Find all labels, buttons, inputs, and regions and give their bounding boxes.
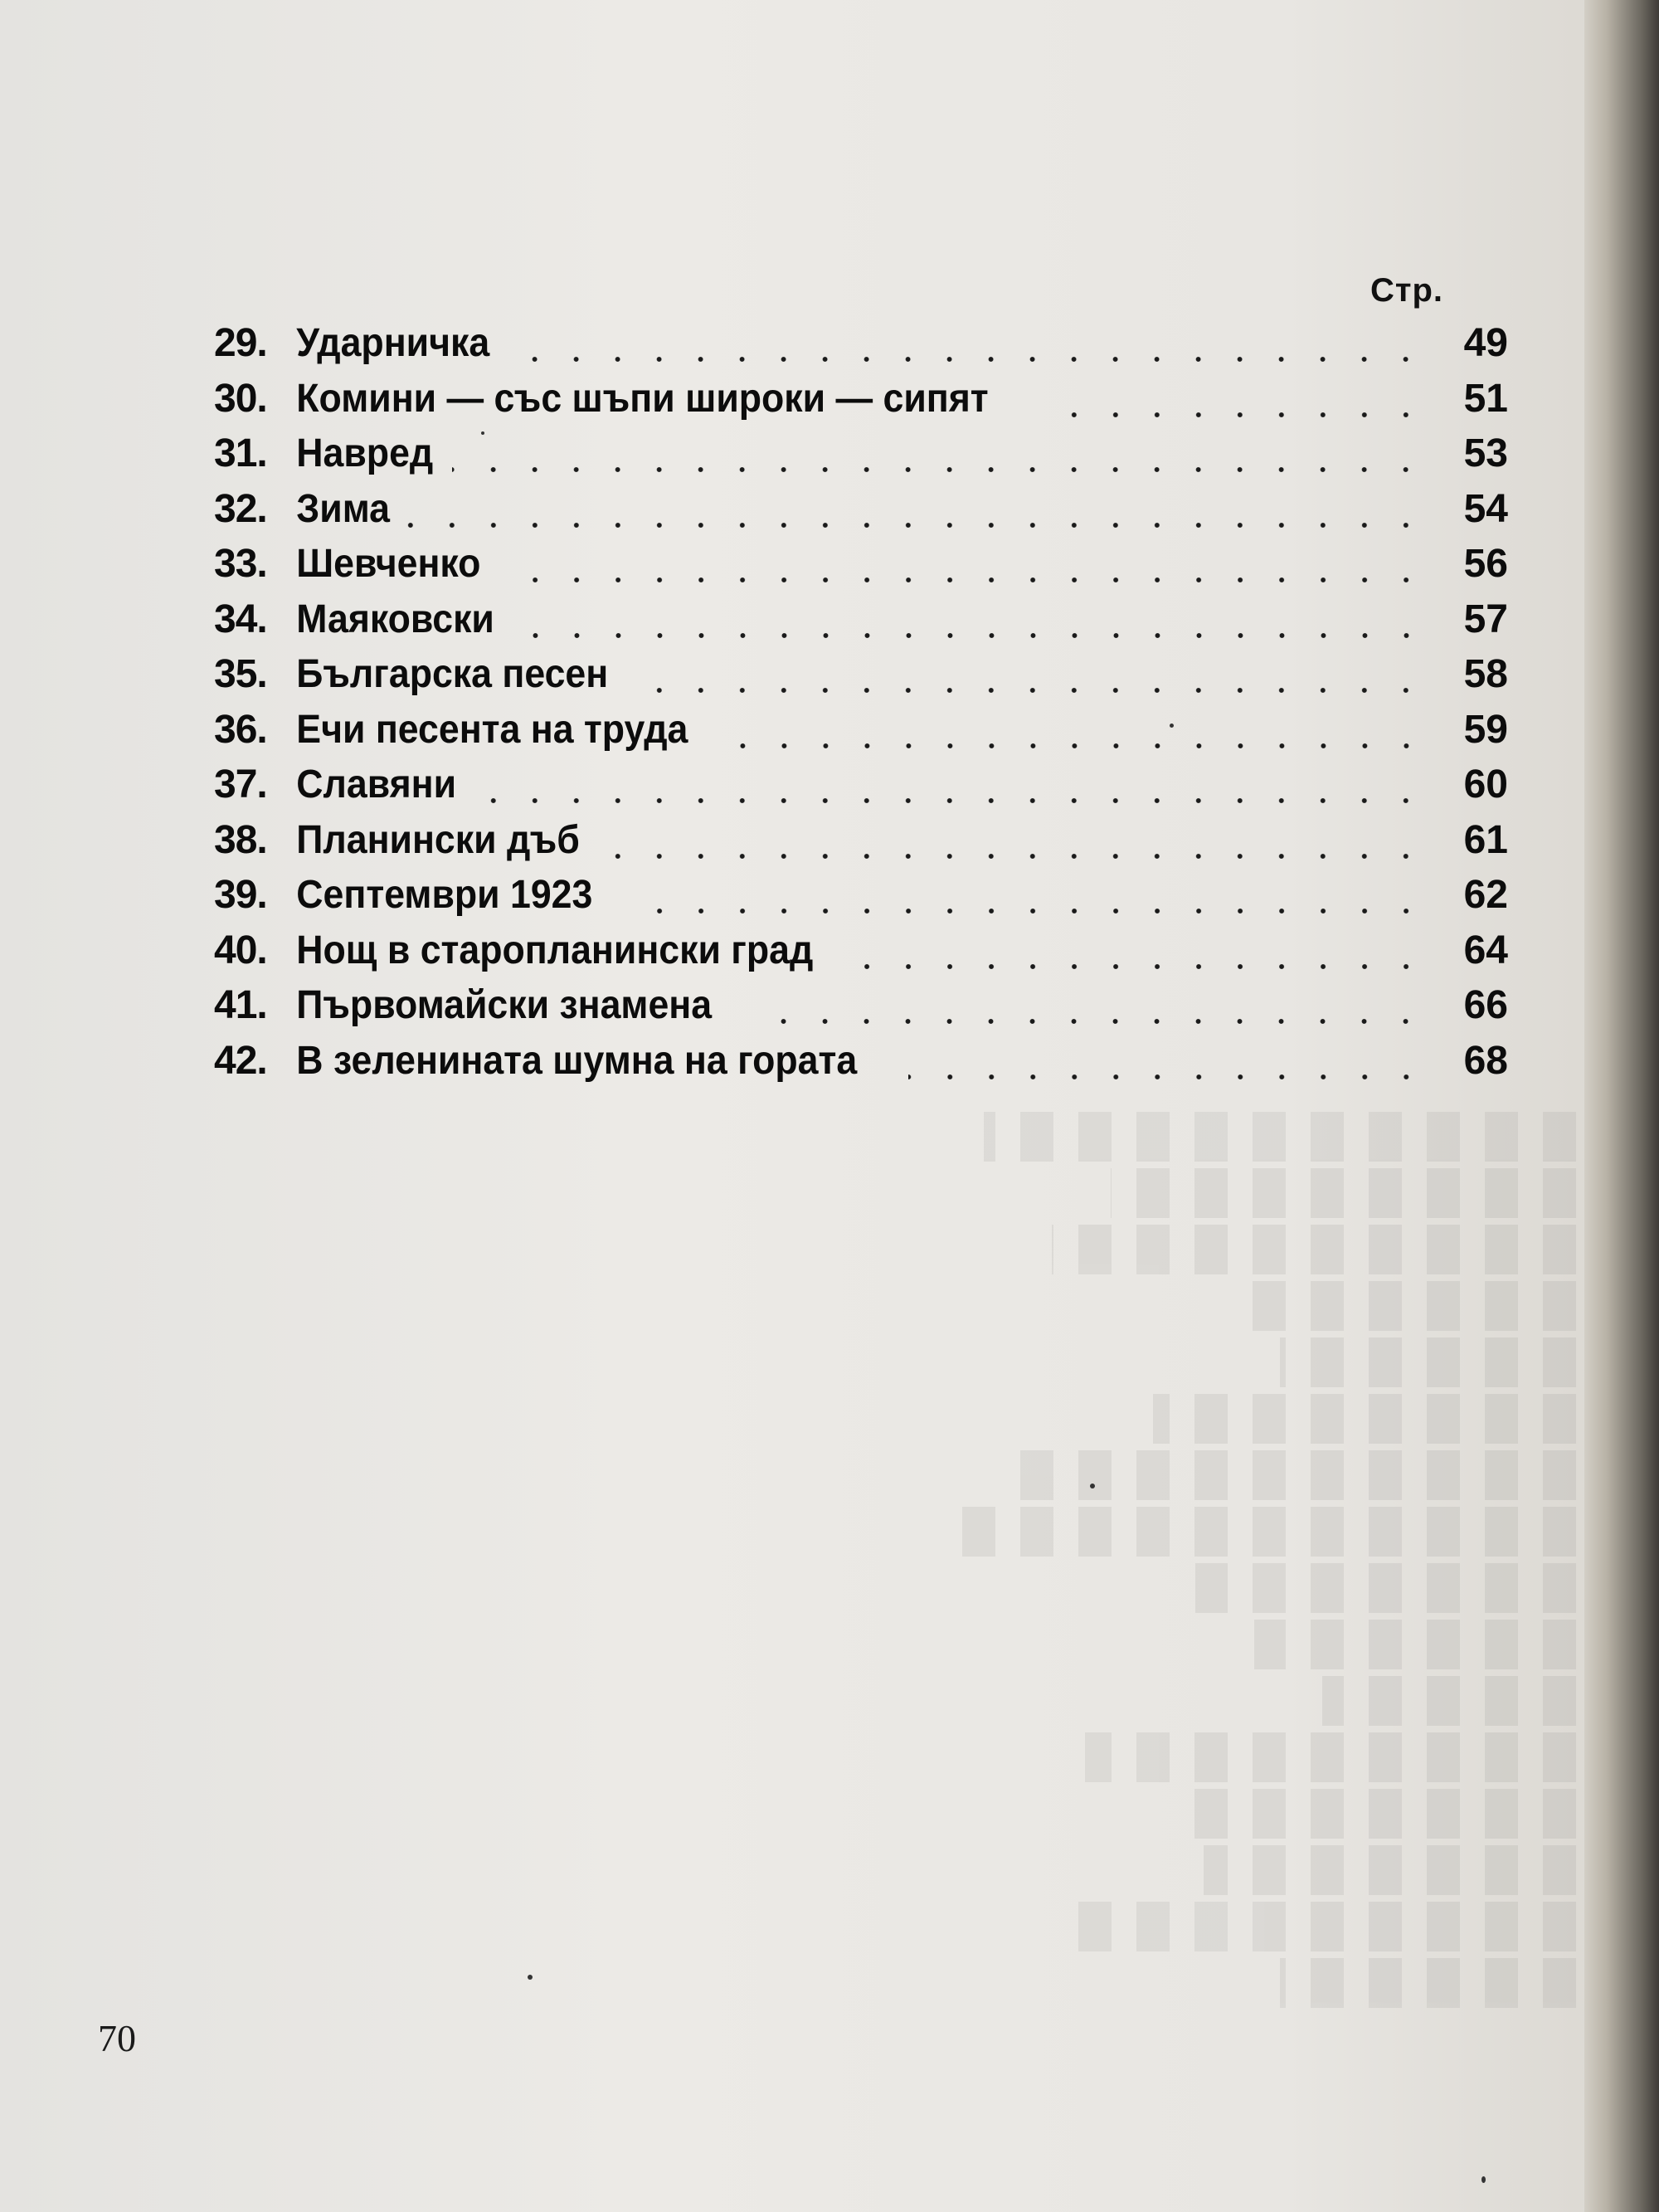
dot-leader: [513, 355, 1427, 363]
toc-entry: [214, 541, 1508, 597]
dot-leader: [727, 742, 1427, 750]
book-spine-shadow: [1584, 0, 1659, 2212]
toc-entry-page: 51: [1463, 376, 1508, 421]
toc-entry: [214, 872, 1508, 928]
toc-entry-title: Първомайски знамена: [296, 983, 713, 1027]
paper-speck: [1170, 724, 1174, 728]
toc-entry-title: Септември 1923: [296, 873, 593, 917]
dot-leader: [452, 465, 1427, 474]
toc-entry-number: 33.: [214, 542, 267, 586]
toc-entry-number: 35.: [214, 652, 267, 696]
paper-speck: [1090, 1484, 1095, 1488]
toc-entry: [214, 982, 1508, 1038]
paper-speck: [1481, 2176, 1486, 2183]
toc-entry-title: Маяковски: [296, 597, 494, 641]
dot-leader: [640, 686, 1427, 694]
table-of-contents: [214, 320, 1508, 1093]
toc-entry-page: 49: [1463, 321, 1508, 365]
paper-speck: [481, 431, 484, 435]
dot-leader: [610, 852, 1427, 860]
toc-entry: [214, 651, 1508, 707]
toc-entry-title: Славяни: [296, 763, 457, 806]
toc-entry-title: Шевченко: [296, 542, 481, 586]
toc-entry-title: Комини — със шъпи широки — сипят: [296, 376, 989, 421]
toc-entry-page: 54: [1463, 486, 1508, 531]
dot-leader: [861, 962, 1427, 971]
toc-entry-page: 58: [1463, 652, 1508, 696]
dot-leader: [504, 576, 1427, 584]
dot-leader: [624, 907, 1427, 915]
toc-entry-page: 68: [1463, 1038, 1508, 1083]
dot-leader: [1049, 411, 1427, 419]
toc-entry: [214, 431, 1508, 486]
toc-entry-number: 30.: [214, 376, 267, 421]
toc-entry-title: Ечи песента на труда: [296, 707, 688, 752]
toc-entry-number: 42.: [214, 1038, 267, 1083]
paper-speck: [528, 1975, 533, 1980]
toc-entry: [214, 817, 1508, 873]
toc-entry-page: 64: [1463, 928, 1508, 972]
dot-leader: [477, 797, 1427, 805]
toc-entry-page: 56: [1463, 542, 1508, 586]
toc-entry-title: Планински дъб: [296, 817, 580, 862]
toc-entry-page: 53: [1463, 431, 1508, 475]
dot-leader: [406, 521, 1427, 529]
toc-entry-number: 38.: [214, 817, 267, 862]
toc-entry-number: 31.: [214, 431, 267, 475]
page-number: 70: [98, 2017, 136, 2059]
toc-entry-number: 29.: [214, 321, 267, 365]
bleed-through-text: [730, 1112, 1576, 2107]
toc-entry-number: 32.: [214, 486, 267, 531]
toc-entry-number: 40.: [214, 928, 267, 972]
dot-leader: [908, 1073, 1427, 1081]
toc-entry-number: 34.: [214, 597, 267, 641]
toc-entry: [214, 597, 1508, 652]
toc-entry-title: В зеленината шумна на гората: [296, 1038, 858, 1083]
toc-entry-page: 59: [1463, 707, 1508, 752]
toc-entry-number: 41.: [214, 983, 267, 1027]
toc-entry-page: 61: [1463, 817, 1508, 862]
toc-entry-page: 62: [1463, 873, 1508, 917]
toc-entry-title: Зима: [296, 486, 390, 531]
toc-entry: [214, 486, 1508, 542]
toc-entry: [214, 376, 1508, 431]
toc-entry-title: Нощ в старопланински град: [296, 928, 814, 972]
toc-entry: [214, 320, 1508, 376]
toc-entry-number: 39.: [214, 873, 267, 917]
toc-entry-number: 37.: [214, 763, 267, 806]
toc-entry: [214, 928, 1508, 983]
dot-leader: [518, 631, 1427, 640]
toc-entry-title: Българска песен: [296, 652, 609, 696]
toc-entry-title: Ударничка: [296, 321, 490, 365]
toc-entry: [214, 707, 1508, 763]
toc-entry: [214, 762, 1508, 817]
toc-entry-page: 66: [1463, 983, 1508, 1027]
dot-leader: [752, 1017, 1427, 1026]
page-column-label: Стр.: [1370, 272, 1443, 309]
toc-entry-page: 57: [1463, 597, 1508, 641]
toc-entry: [214, 1038, 1508, 1094]
toc-entry-title: Навред: [296, 431, 434, 475]
toc-entry-page: 60: [1463, 763, 1508, 806]
toc-entry-number: 36.: [214, 707, 267, 752]
